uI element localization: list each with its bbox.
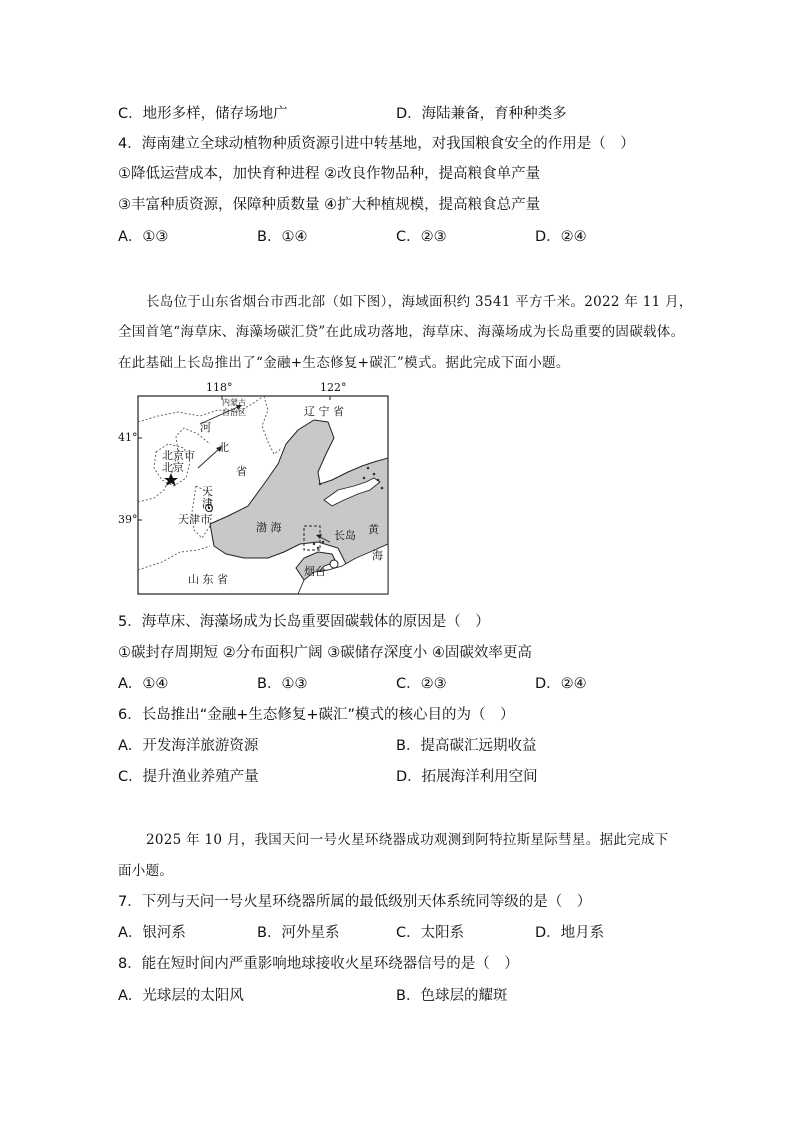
map-label-bei: 北 (218, 441, 229, 454)
map-lat-39: 39° (118, 513, 138, 526)
map-label-tianjinshi: 天津市 (178, 513, 211, 526)
q6-option-b: B．提高碳汇远期收益 (396, 738, 537, 754)
q4-items-line1: ①降低运营成本，加快育种进程 ②改良作物品种，提高粮食单产量 (118, 166, 541, 182)
q8-option-a: A．光球层的太阳风 (118, 988, 244, 1004)
q4-option-c: C．②③ (396, 229, 447, 245)
map-label-huang: 黄 (368, 523, 379, 536)
map-label-zizhiqu: 自治区 (222, 408, 246, 417)
q5-option-c: C．②③ (396, 676, 447, 692)
passage1-line3: 在此基础上长岛推出了“金融+生态修复+碳汇”模式。据此完成下面小题。 (118, 355, 570, 371)
q5-option-a: A．①④ (118, 676, 169, 692)
map-lon-118: 118° (206, 381, 233, 394)
map-label-shandong: 山 东 省 (188, 573, 228, 586)
q3-option-d: D．海陆兼备，育种种类多 (396, 106, 567, 122)
q8-stem: 8．能在短时间内严重影响地球接收火星环绕器信号的是（ ） (118, 956, 519, 972)
changdao-location-map (118, 382, 392, 598)
q6-option-c: C．提升渔业养殖产量 (118, 769, 259, 785)
map-label-changdao: 长岛 (334, 529, 356, 542)
map-label-hai: 海 (372, 549, 383, 562)
q4-items-line2: ③丰富种质资源，保障种质数量 ④扩大种植规模，提高粮食总产量 (118, 197, 541, 213)
q7-option-b: B．河外星系 (257, 925, 340, 941)
q7-option-a: A．银河系 (118, 925, 186, 941)
q6-option-a: A．开发海洋旅游资源 (118, 738, 259, 754)
map-label-jin: 津 (202, 497, 213, 510)
q3-option-c: C．地形多样，储存场地广 (118, 106, 288, 122)
q5-option-d: D．②④ (535, 676, 587, 692)
passage2-line1: 2025 年 10 月，我国天问一号火星环绕器成功观测到阿特拉斯星际彗星。据此完成下 (146, 832, 669, 848)
map-label-neimenggu: 内蒙古 (222, 398, 246, 407)
map-label-beijingshi: 北京市 (162, 449, 195, 462)
map-label-he: 河 (200, 421, 211, 434)
map-lon-122: 122° (320, 381, 347, 394)
q4-stem: 4．海南建立全球动植物种质资源引进中转基地，对我国粮食安全的作用是（ ） (118, 136, 635, 152)
q6-option-d: D．拓展海洋利用空间 (396, 769, 538, 785)
q4-option-b: B．①④ (257, 229, 308, 245)
passage2-line2: 面小题。 (118, 863, 174, 879)
q4-option-d: D．②④ (535, 229, 587, 245)
map-lat-41: 41° (118, 431, 138, 444)
q8-option-b: B．色球层的耀斑 (396, 988, 508, 1004)
passage1-line2: 全国首笔“海草床、海藻场碳汇贷”在此成功落地，海草床、海藻场成为长岛重要的固碳载体。 (118, 324, 685, 340)
q7-stem: 7．下列与天问一号火星环绕器所属的最低级别天体系统同等级的是（ ） (118, 894, 592, 910)
map-label-sheng: 省 (236, 465, 247, 478)
q4-option-a: A．①③ (118, 229, 169, 245)
q7-option-d: D．地月系 (535, 925, 605, 941)
passage1-line1: 长岛位于山东省烟台市西北部（如下图），海域面积约 3541 平方千米。2022 年 11 月， (146, 294, 693, 310)
q6-stem: 6．长岛推出“金融+生态修复+碳汇”模式的核心目的为（ ） (118, 707, 515, 723)
q5-stem: 5．海草床、海藻场成为长岛重要固碳载体的原因是（ ） (118, 614, 490, 630)
map-label-tian: 天 (202, 485, 213, 498)
map-label-yantai: 烟台 (304, 565, 326, 578)
q7-option-c: C．太阳系 (396, 925, 465, 941)
yantai-symbol (330, 560, 338, 568)
q5-option-b: B．①③ (257, 676, 308, 692)
map-label-bohai: 渤 海 (256, 521, 282, 534)
q5-items: ①碳封存周期短 ②分布面积广阔 ③碳储存深度小 ④固碳效率更高 (118, 645, 532, 661)
map-graphic (118, 382, 392, 598)
map-label-beijing: 北京 (162, 461, 184, 474)
map-label-liaoning: 辽 宁 省 (304, 405, 344, 418)
